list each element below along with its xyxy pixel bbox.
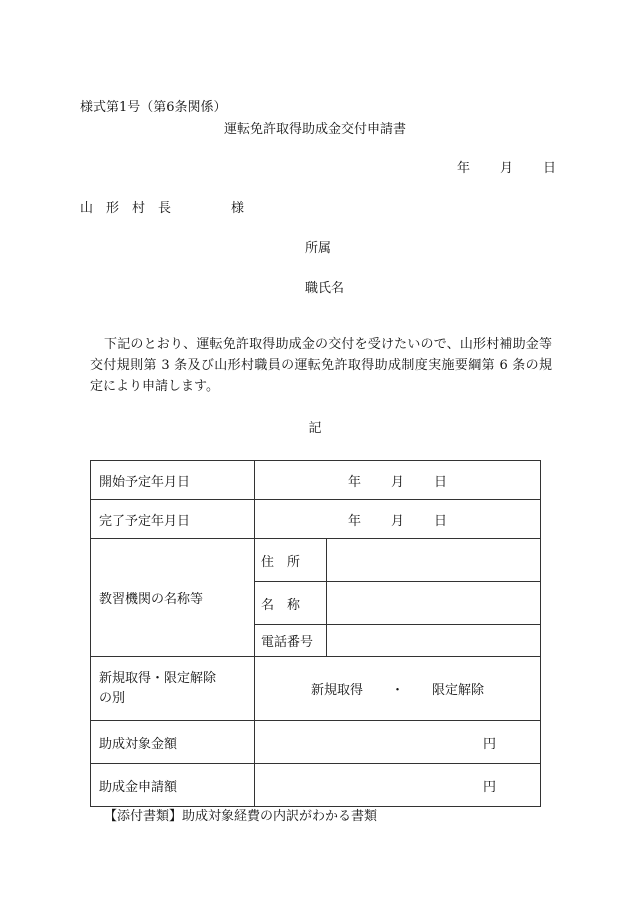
option-separator: ・	[391, 683, 405, 698]
end-date-day: 日	[434, 513, 448, 529]
school-name-field[interactable]	[327, 582, 541, 625]
name-title-label: 職氏名	[305, 281, 345, 296]
end-date-row	[91, 500, 541, 539]
start-date-day: 日	[434, 474, 448, 490]
end-date-field[interactable]	[255, 500, 541, 539]
affiliation-label: 所属	[305, 241, 332, 256]
school-name-label: 名 称	[255, 582, 327, 625]
address-label: 住 所	[255, 539, 327, 582]
option-limit-removal[interactable]: 限定解除	[432, 683, 485, 698]
addressee-name: 山 形 村 長	[80, 201, 172, 216]
address-field[interactable]	[327, 539, 541, 582]
license-type-field[interactable]	[255, 657, 541, 721]
start-date-field[interactable]	[255, 461, 541, 500]
subsidy-request-field[interactable]	[255, 764, 541, 807]
ki-heading: 記	[308, 421, 322, 436]
subsidy-request-yen: 円	[483, 779, 497, 795]
license-type-row	[91, 657, 541, 721]
end-date-label: 完了予定年月日	[91, 500, 255, 539]
date-month-label: 月	[500, 161, 514, 176]
license-type-label: 新規取得・限定解除の別	[91, 657, 255, 721]
attachment-note: 【添付書類】助成対象経費の内訳がわかる書類	[104, 809, 378, 824]
option-new-license[interactable]: 新規取得	[310, 683, 363, 698]
start-date-year: 年	[347, 474, 361, 490]
subsidy-target-yen: 円	[483, 736, 497, 752]
subsidy-target-row	[91, 721, 541, 764]
start-date-month: 月	[391, 474, 405, 490]
addressee-honorific: 様	[231, 201, 245, 216]
subsidy-target-field[interactable]	[255, 721, 541, 764]
date-year-label: 年	[457, 161, 471, 176]
phone-field[interactable]	[327, 625, 541, 657]
date-day-label: 日	[543, 161, 557, 176]
phone-label: 電話番号	[255, 625, 327, 657]
school-address-row	[91, 539, 541, 582]
form-number: 様式第1号（第6条関係）	[80, 100, 227, 115]
end-date-month: 月	[391, 513, 405, 529]
body-paragraph: 下記のとおり、運転免許取得助成金の交付を受けたいので、山形村補助金等交付規則第 3 条及び山形村職員の運転免許取得助成制度実施要綱第 6 条の規定により申請します。	[90, 337, 552, 394]
addressee	[80, 197, 244, 216]
end-date-year: 年	[347, 513, 361, 529]
document-title: 運転免許取得助成金交付申請書	[223, 122, 406, 137]
subsidy-target-label: 助成対象金額	[91, 721, 255, 764]
subsidy-request-label: 助成金申請額	[91, 764, 255, 807]
school-label: 教習機関の名称等	[91, 539, 255, 657]
start-date-label: 開始予定年月日	[91, 461, 255, 500]
application-date	[457, 157, 556, 176]
subsidy-request-row	[91, 764, 541, 807]
application-form-table	[90, 460, 541, 807]
start-date-row	[91, 461, 541, 500]
